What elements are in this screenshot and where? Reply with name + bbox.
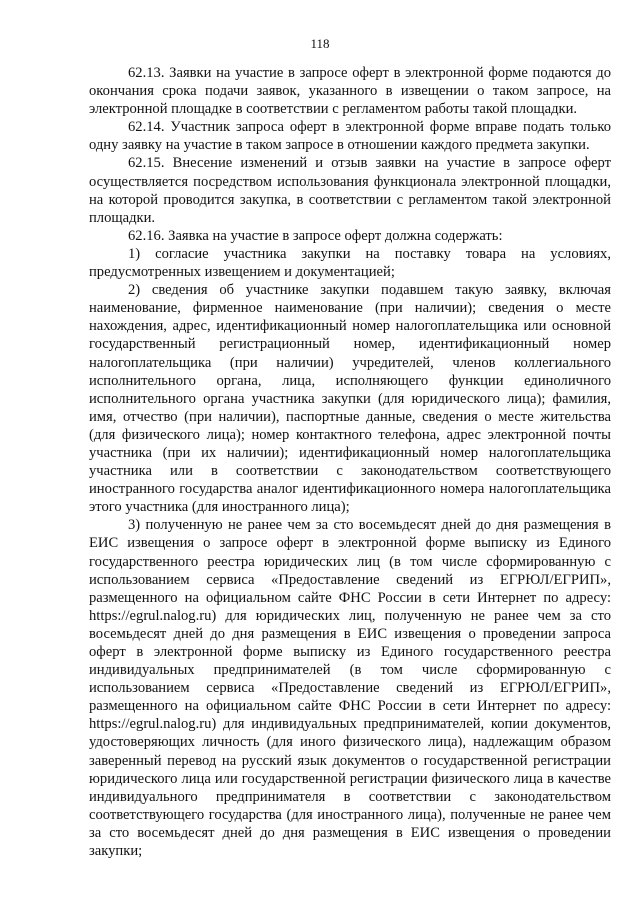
list-item-2: 2) сведения об участнике закупки подавшем такую заявку, включая наименование, фирменное наименование (при наличии); сведения о месте нахождения, адрес, идентификационный номер налогоплательщика или основной государственный регистрационный номер, идентификационный номер налогоплательщика (при наличии) учредителей, членов коллегиального исполнительного органа, лица, исполняющего функции единоличного исполнительного органа участника закупки (для юридического лица); фамилия, имя, отчество (при наличии), паспортные данные, сведения о месте жительства (для физического лица); номер контактного телефона, адрес электронной почты участника (при их наличии); идентификационный номер налогоплательщика участника или в соответствии с законодательством соответствующего иностранного государства аналог идентификационного номера налогоплательщика этого участника (для иностранного лица); xyxy=(89,282,611,516)
paragraph-62-15: 62.15. Внесение изменений и отзыв заявки на участие в запросе оферт осуществляется посредством использования функционала электронной площадки, на которой проводится закупка, в соответствии с регламентом такой электронной площадки. xyxy=(89,155,611,226)
paragraph-62-14: 62.14. Участник запроса оферт в электронной форме вправе подать только одну заявку на участие в таком запросе в отношении каждого предмета закупки. xyxy=(89,119,611,154)
list-item-1: 1) согласие участника закупки на поставку товара на условиях, предусмотренных извещением и документацией; xyxy=(89,245,611,281)
document-body xyxy=(89,64,611,860)
page-number: 118 xyxy=(310,36,330,51)
list-item-3: 3) полученную не ранее чем за сто восемьдесят дней до дня размещения в ЕИС извещения о запросе оферт в электронной форме выписку из Единого государственного реестра юридических лиц (в том числе сформированную с использованием сервиса «Предоставление сведений из ЕГРЮЛ/ЕГРИП», размещенного на официальном сайте ФНС России в сети Интернет по адресу: https://egrul.nalog.ru) для юридических лиц, полученную не ранее чем за сто восемьдесят дней до дня размещения в ЕИС извещения о проведении запроса оферт в электронной форме выписку из Единого государственного реестра индивидуальных предпринимателей (в том числе сформированную с использованием сервиса «Предоставление сведений из ЕГРЮЛ/ЕГРИП», размещенного на официальном сайте ФНС России в сети Интернет по адресу: https://egrul.nalog.ru) для индивидуальных предпринимателей, копии документов, удостоверяющих личность (для иного физического лица), надлежащим образом заверенный перевод на русский язык документов о государственной регистрации юридического лица или государственной регистрации физического лица в качестве индивидуального предпринимателя в соответствии с законодательством соответствующего государства (для иностранного лица), полученные не ранее чем за сто восемьдесят дней до дня размещения в ЕИС извещения о проведении закупки; xyxy=(89,517,611,860)
paragraph-62-13: 62.13. Заявки на участие в запросе оферт в электронной форме подаются до окончания срока подачи заявок, указанного в извещении о таком запросе, на электронной площадке в соответствии с регламентом работы такой площадки. xyxy=(89,65,611,118)
paragraph-62-16: 62.16. Заявка на участие в запросе оферт должна содержать: xyxy=(128,227,503,244)
